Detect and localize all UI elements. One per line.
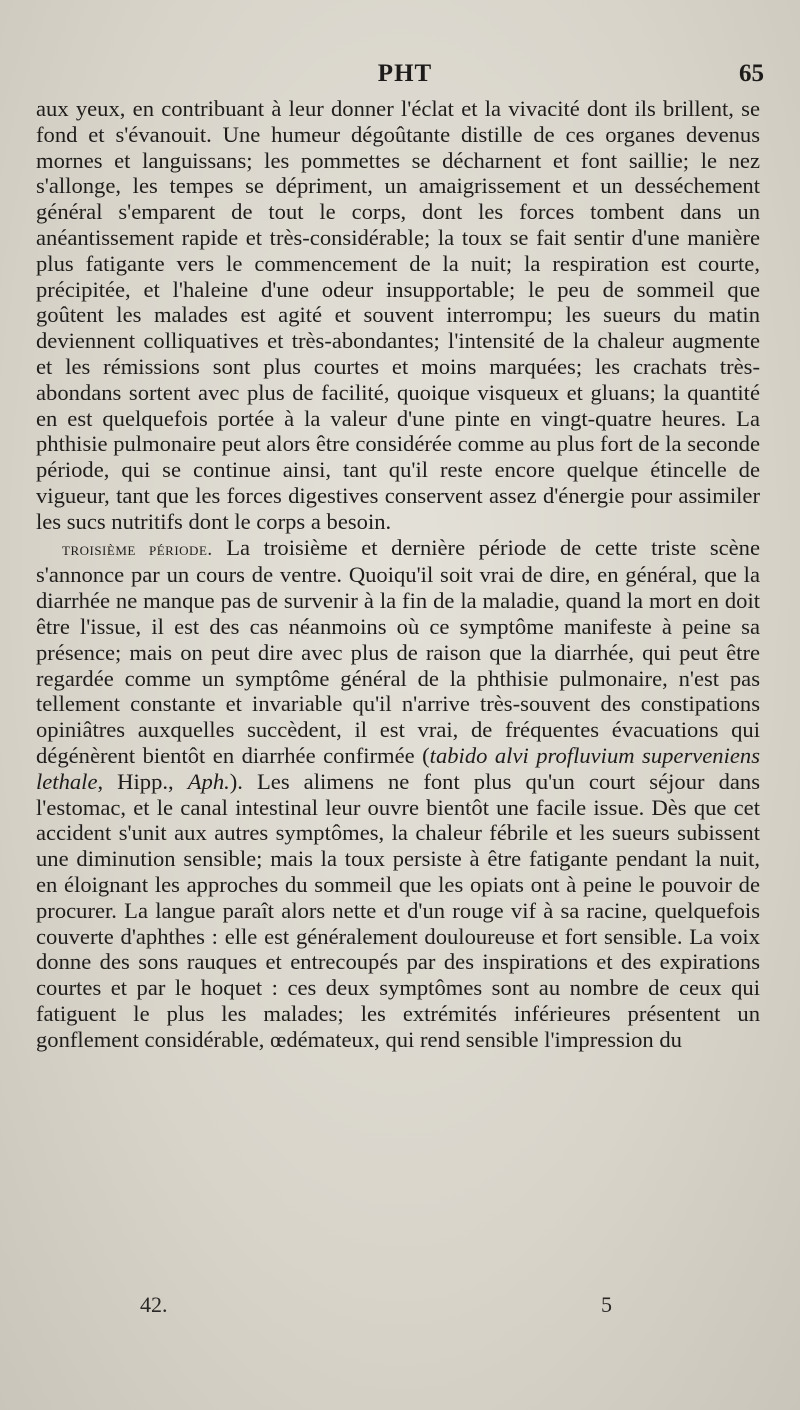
paragraph-second-period: aux yeux, en contribuant à leur donner l'éclat et la vivacité dont ils brillent, se fond et s'évanouit. Une humeur dégoûtante distille de ces organes devenus mornes et languissans; les pommettes se décharnent et font saillie; le nez s'allonge, les tempes se dépriment, un amaigrissement et un desséchement général s'emparent de tout le corps, dont les forces tombent dans un anéantissement rapide et très-considérable; la toux se fait sentir d'une manière plus fatigante vers le commencement de la nuit; la respiration est courte, précipitée, et l'haleine d'une odeur insupportable; le peu de sommeil que goûtent les malades est agité et souvent interrompu; les sueurs du matin deviennent colliquatives et très-abondantes; l'intensité de la chaleur augmente et les rémissions sont plus courtes et moins marquées; les crachats très-abondans sortent avec plus de facilité, quoique visqueux et gluans; la quantité en est quelquefois portée à la valeur d'une pinte en vingt-quatre heures. La phthisie pulmonaire peut alors être considérée comme au plus fort de la seconde période, qui se continue ainsi, tant qu'il reste encore quelque étincelle de vigueur, tant que les forces digestives conservent assez d'énergie pour assimiler les sucs nutritifs dont le corps a besoin. xyxy=(36,96,761,534)
paragraph-text: La troisième et dernière période de cette triste scène s'annonce par un cours de ventre. Quoiqu'il soit vrai de dire, en général, que la diarrhée ne manque pas de survenir à la fin de la maladie, quand la mort en doit être l'issue, il est des cas néanmoins où ce symptôme manifeste à peine sa présence; mais on peut dire avec plus de raison que la diarrhée, qui peut être regardée comme un symptôme général de la phthisie pulmonaire, n'est pas tellement constante et invariable qu'il n'arrive très-souvent des constipations opiniâtres auxquelles succèdent, il est vrai, de fréquentes évacuations qui dégénèrent bientôt en diarrhée confirmée ( xyxy=(36,534,760,768)
paragraph-text: , Hipp., xyxy=(97,768,188,794)
page-header xyxy=(36,60,774,96)
paragraph-third-period xyxy=(36,535,760,1053)
sheet-number: 42. xyxy=(140,1292,168,1317)
paragraph-text: ). Les alimens ne font plus qu'un court séjour dans l'estomac, et le canal intestinal leur ouvre bientôt une facile issue. Dès que cet accident s'unit aux autres symptômes, la chaleur fébrile et les sueurs subissent une diminution sensible; mais la toux persiste à être fatigante pendant la nuit, en éloignant les approches du sommeil que les opiats ont à peine le pouvoir de procurer. La langue paraît alors nette et d'un rouge vif à sa racine, quelquefois couverte d'aphthes : elle est généralement douloureuse et fort sensible. La voix donne des sons rauques et entrecoupés par des inspirations et des expirations courtes et par le hoquet : ces deux symptômes sont au nombre de ceux qui fatiguent le plus les malades; les extrémités inférieures présentent un gonflement considérable, œdémateux, qui rend sensible l'impression du xyxy=(36,768,760,1052)
body-text xyxy=(36,96,760,1052)
citation-abbreviation: Aph. xyxy=(187,768,230,794)
section-heading: troisième période. xyxy=(62,538,213,560)
signature-mark: 5 xyxy=(601,1292,612,1317)
page-number: 65 xyxy=(739,60,764,87)
latin-quotation: tabido alvi profluvium superveniens lethale xyxy=(36,742,760,794)
running-title: PHT xyxy=(377,60,433,87)
page-footer xyxy=(36,1292,774,1322)
